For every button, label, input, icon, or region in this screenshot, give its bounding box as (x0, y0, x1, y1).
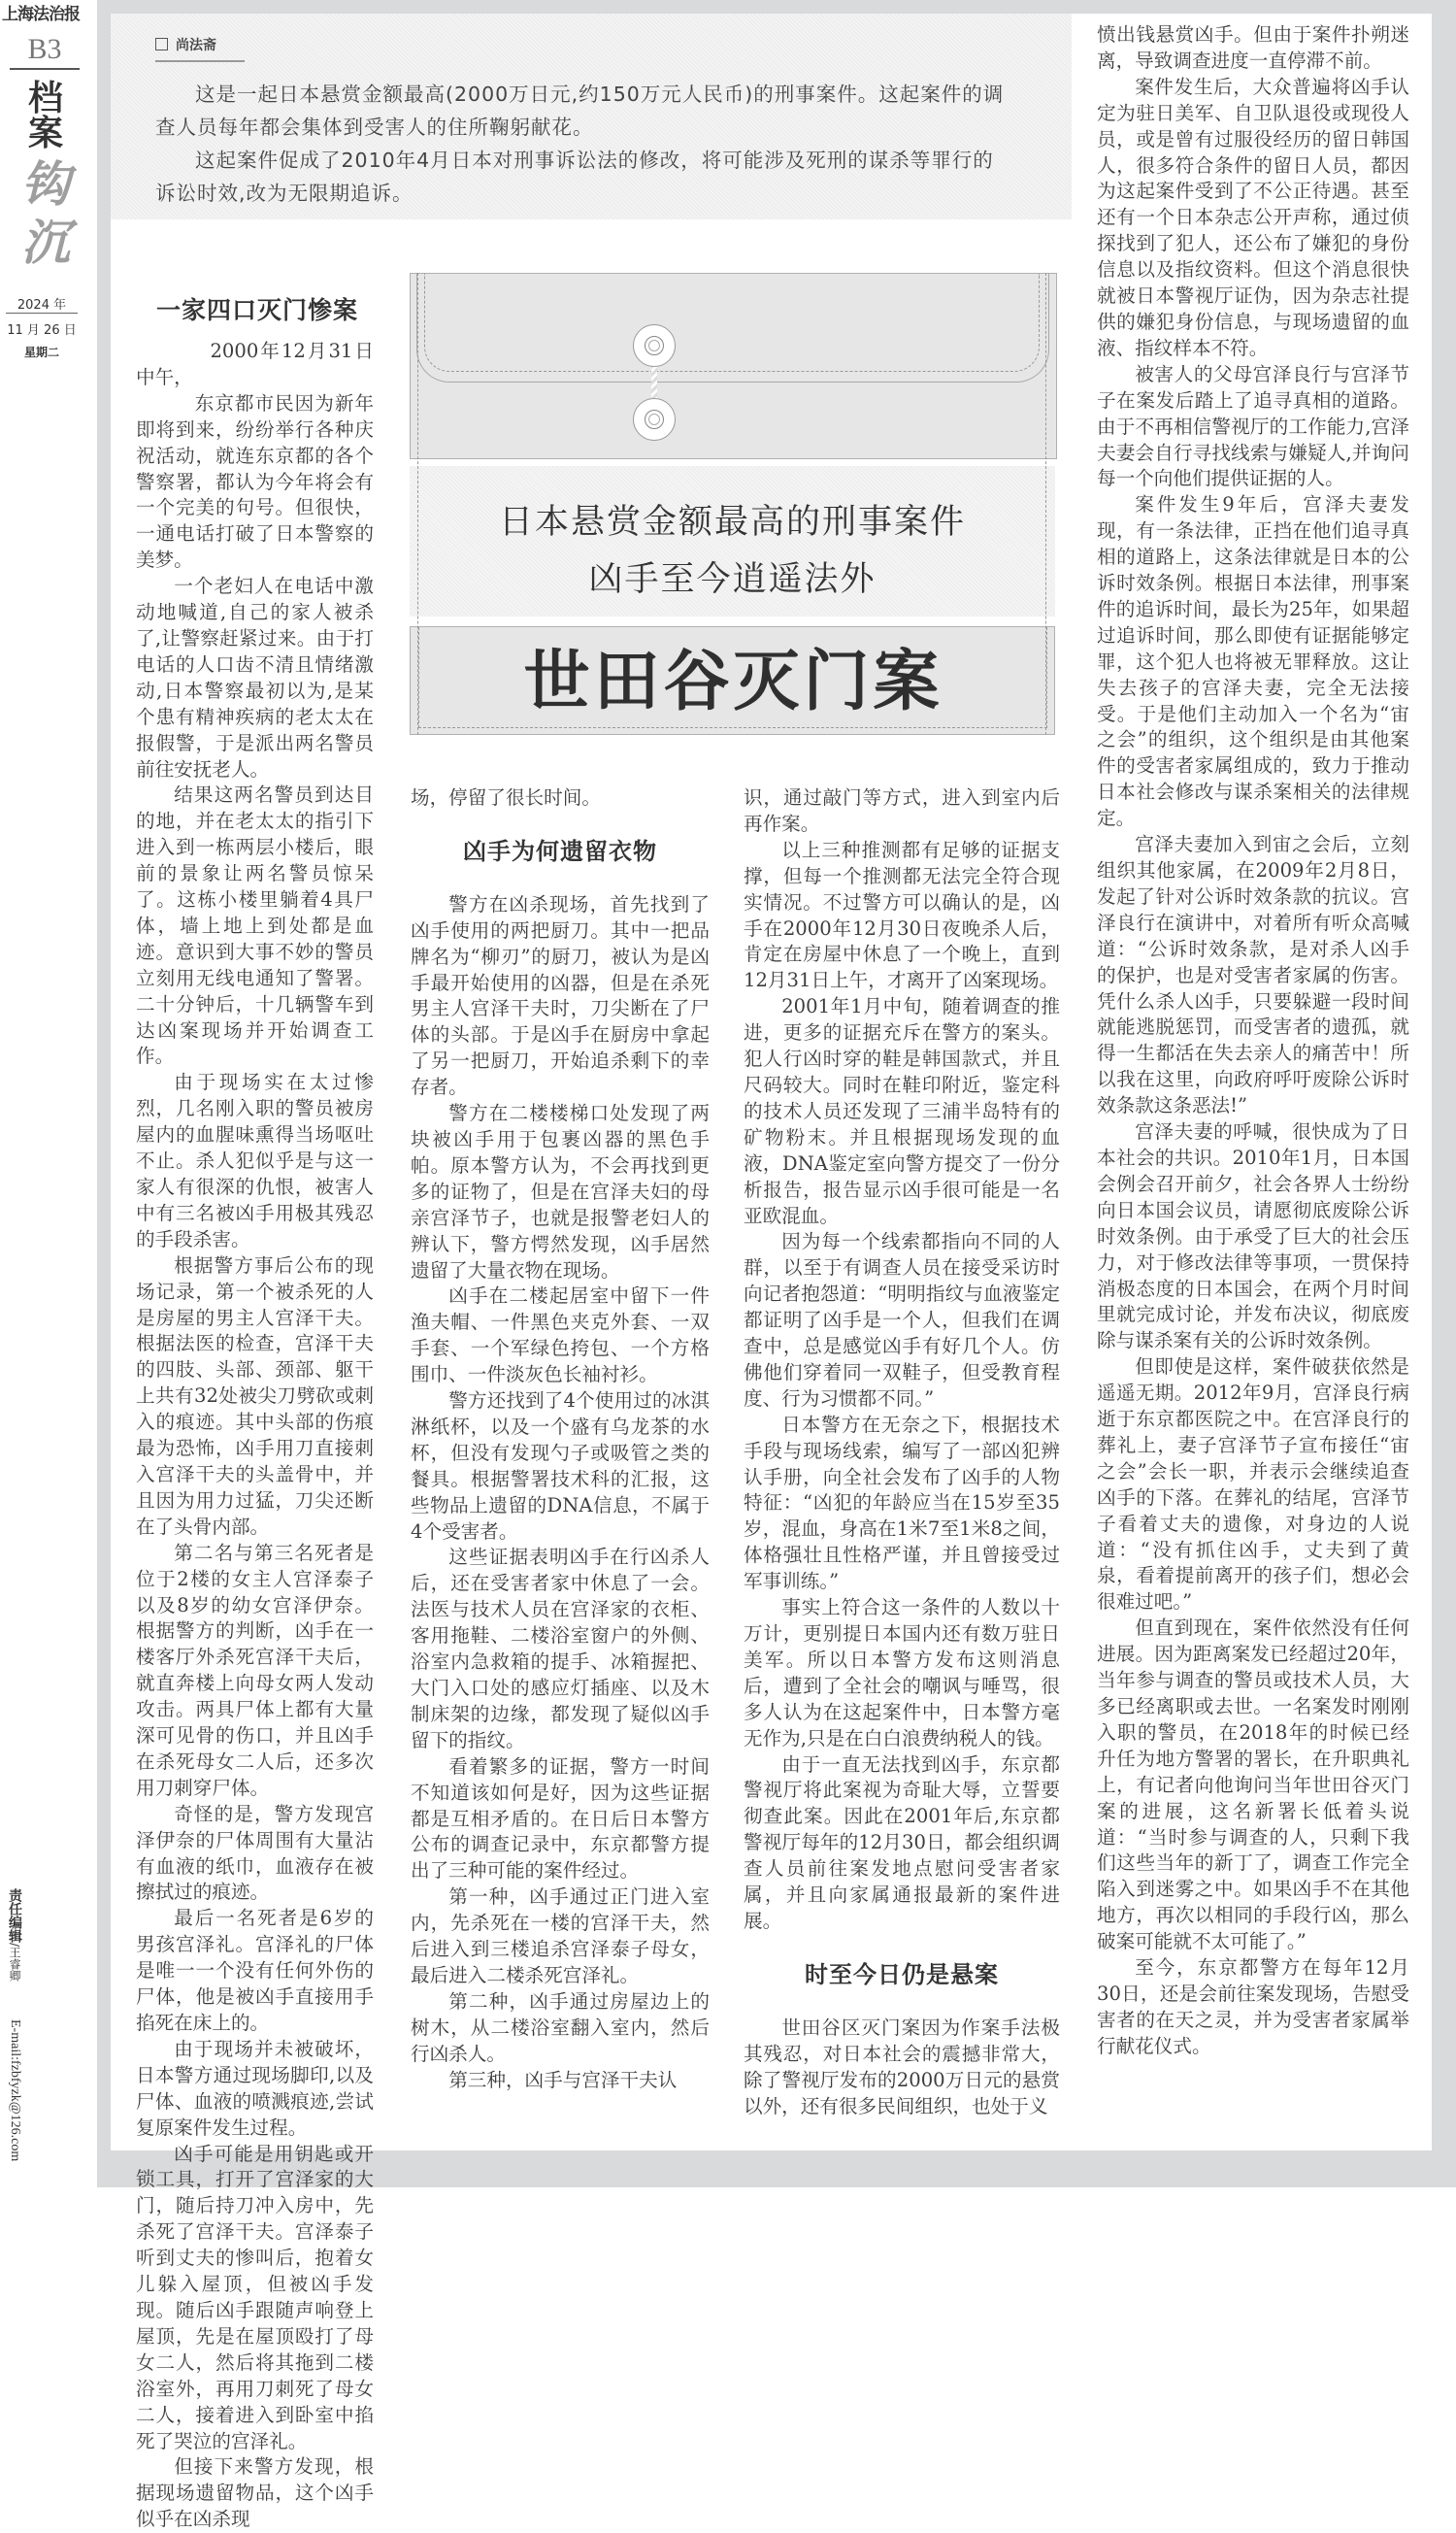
column-tag-label: 尚法斋 (176, 38, 216, 53)
date-day: 11 月 26 日 (7, 323, 77, 338)
paragraph: 但接下来警方发现，根据现场遗留物品，这个凶手似乎在凶杀现 (136, 2455, 374, 2531)
headline-graphic (410, 273, 1056, 735)
paragraph: 凶手在二楼起居室中留下一件渔夫帽、一件黑色夹克外套、一双手套、一个军绿色挎包、一个方格围巾、一件淡灰色长袖衬衫。 (411, 1284, 710, 1386)
checkbox-square-icon (155, 38, 168, 50)
paragraph: 宫泽夫妻的呼喊，很快成为了日本社会的共识。2010年1月，日本国会例会召开前夕，社会各界人士纷纷向日本国会议员，请愿彻底废除公诉时效条例。由于承受了巨大的社会压力，对于修改法律等事项，一贯保持消极态度的日本国会，在两个月时间里就完成讨论，并发布决议，彻底废除与谋杀案有关的公诉时效条例。 (1097, 1120, 1409, 1352)
paragraph: 2000年12月31日中午， (136, 340, 374, 388)
editor-name: /王睿卿 (8, 1943, 21, 1983)
deck-line-2: 凶手至今逍遥法外 (588, 560, 877, 599)
envelope-stitch-left (417, 273, 418, 735)
paragraph: 但直到现在，案件依然没有任何进展。因为距离案发已经超过20年，当年参与调查的警员或技术人员，大多已经离职或去世。一名案发时刚刚入职的警员，在2018年的时候已经升任为地方警署的署长，在升职典礼上，有记者向他询问当年世田谷灭门案的进展，这名新署长低着头说道：“当时参与调查的人，只剩下我们这些当年的新丁了，调查工作完全陷入到迷雾之中。如果凶手不在其他地方，再次以相同的手段行凶，那么破案可能就不太可能了。” (1097, 1616, 1409, 1953)
paragraph: 由于现场并未被破坏，日本警方通过现场脚印,以及尸体、血液的喷溅痕迹,尝试复原案件发生过程。 (136, 2037, 374, 2139)
paragraph: 事实上符合这一条件的人数以十万计，更别提日本国内还有数万驻日美军。所以日本警方发布这则消息后，遭到了全社会的嘲讽与唾骂，很多人认为在这起案件中，日本警方毫无作为,只是在白白浪费纳税人的钱。 (744, 1596, 1060, 1750)
paragraph: 这些证据表明凶手在行凶杀人后，还在受害者家中休息了一会。法医与技术人员在宫泽家的衣柜、客用拖鞋、二楼浴室窗户的外侧、浴室内急救箱的提手、冰箱握把、大门入口处的感应灯插座、以及木制床架的边缘，都发现了疑似凶手留下的指纹。 (411, 1546, 710, 1751)
newspaper-logo: 上海法治报 (2, 5, 80, 24)
paragraph: 第二名与第三名死者是位于2楼的女主人宫泽泰子以及8岁的幼女宫泽伊奈。根据警方的判断，凶手在一楼客厅外杀死宫泽干夫后，就直奔楼上向母女两人发动攻击。两具尸体上都有大量深可见骨的伤口，并且凶手在杀死母女二人后，还多次用刀刺穿尸体。 (136, 1541, 374, 1799)
intro-paragraph: 这是一起日本悬赏金额最高(2000万日元,约150万元人民币)的刑事案件。这起案件的调查人员每年都会集体到受害人的住所鞠躬献花。 (155, 83, 1005, 139)
paragraph-continued: 愤出钱悬赏凶手。但由于案件扑朔迷离，导致调查进度一直停滞不前。 (1097, 23, 1409, 72)
paragraph-continued: 识，通过敲门等方式，进入到室内后再作案。 (744, 786, 1060, 835)
paragraph: 宫泽夫妻加入到宙之会后，立刻组织其他家属，在2009年2月8日，发起了针对公诉时效条款的抗议。宫泽良行在演讲中，对着所有听众高喊道：“公诉时效条款，是对杀人凶手的保护，也是对受害者家属的伤害。凭什么杀人凶手，只要躲避一段时间就能逃脱惩罚，而受害者的遗孤，就得一生都活在失去亲人的痛苦中！所以我在这里，向政府呼吁废除公诉时效条款这条恶法!” (1097, 833, 1409, 1117)
paragraph: 但即使是这样，案件破获依然是遥遥无期。2012年9月，宫泽良行病逝于东京都医院之中。在宫泽良行的葬礼上，妻子宫泽节子宣布接任“宙之会”会长一职，并表示会继续追查凶手的下落。在葬礼的结尾，宫泽节子看着丈夫的遗像，对身边的人说道：“没有抓住凶手，丈夫到了黄泉，看着提前离开的孩子们，想必会很难过吧。” (1097, 1355, 1409, 1614)
article-column-2 (411, 785, 710, 2094)
paragraph: 案件发生后，大众普遍将凶手认定为驻日美军、自卫队退役或现役人员，或是曾有过服役经历的留日韩国人，很多符合条件的留日人员，都因为这起案件受到了不公正待遇。甚至还有一个日本杂志公开声称，通过侦探找到了犯人，还公布了嫌犯的身份信息以及指纹资料。但这个消息很快就被日本警视厅证伪，因为杂志社提供的嫌犯身份信息，与现场遗留的血液、指纹样本不符。 (1097, 75, 1409, 359)
editor-email: E-mail:fzbfyzk@126.com (8, 2019, 22, 2162)
paragraph: 根据警方事后公布的现场记录，第一个被杀死的人是房屋的男主人宫泽干夫。根据法医的检查，宫泽干夫的四肢、头部、颈部、躯干上共有32处被尖刀劈砍或刺入的痕迹。其中头部的伤痕最为恐怖，凶手用刀直接刺入宫泽干夫的头盖骨中，并且因为用力过猛，刀尖还断在了头骨内部。 (136, 1253, 374, 1538)
section-title-line1 (21, 79, 70, 153)
page-number: B3 (10, 33, 80, 70)
date-year: 2024 年 (6, 294, 78, 314)
section-title-line2 (14, 155, 78, 272)
page-frame-right (1432, 0, 1456, 2187)
grommet-icon (633, 324, 676, 367)
subheading: 凶手为何遗留衣物 (463, 837, 657, 865)
section-title-text: 档案 (28, 79, 64, 153)
paragraph-continued: 场，停留了很长时间。 (411, 786, 601, 809)
paragraph: 2001年1月中旬，随着调查的推进，更多的证据充斥在警方的案头。犯人行凶时穿的鞋是韩国款式，并且尺码较大。同时在鞋印附近，鉴定科的技术人员还发现了三浦半岛特有的矿物粉末。并且根据现场发现的血液，DNA鉴定室向警方提交了一份分析报告，报告显示凶手很可能是一名亚欧混血。 (744, 995, 1060, 1227)
paragraph: 第二种，凶手通过房屋边上的树木，从二楼浴室翻入室内，然后行凶杀人。 (411, 1989, 710, 2065)
subheading: 时至今日仍是悬案 (805, 1960, 999, 1988)
editor-label: 责任编辑 (7, 1888, 22, 1943)
paragraph: 被害人的父母宫泽良行与宫泽节子在案发后踏上了追寻真相的道路。由于不再相信警视厅的工作能力,宫泽夫妻会自行寻找线索与嫌疑人,并询问每一个向他们提供证据的人。 (1097, 362, 1409, 490)
headline-title: 世田谷灭门案 (523, 643, 943, 720)
paragraph: 凶手可能是用钥匙或开锁工具，打开了宫泽家的大门，随后持刀冲入房中，先杀死了宫泽干夫。宫泽泰子听到丈夫的惨叫后，抱着女儿躲入屋顶，但被凶手发现。随后凶手跟随声响登上屋顶，先是在屋顶殴打了母女二人，然后将其拖到二楼浴室外，再用刀刺死了母女二人，接着进入到卧室中掐死了哭泣的宫泽礼。 (136, 2142, 374, 2452)
article-column-3 (744, 785, 1060, 2119)
paragraph: 奇怪的是，警方发现宫泽伊奈的尸体周围有大量沾有血液的纸巾，血液存在被擦拭过的痕迹。 (136, 1802, 374, 1904)
paragraph: 因为每一个线索都指向不同的人群，以至于有调查人员在接受采访时向记者抱怨道：“明明指纹与血液鉴定都证明了凶手是一个人，但我们在调查中，总是感觉凶手有好几个人。仿佛他们穿着同一双鞋子，但受教育程度、行为习惯都不同。” (744, 1230, 1060, 1410)
paragraph: 日本警方在无奈之下，根据技术手段与现场线索，编写了一部凶犯辨认手册，向全社会发布了凶手的人物特征：“凶犯的年龄应当在15岁至35岁，混血，身高在1米7至1米8之间，体格强壮且性格严谨，并且曾接受过军事训练。” (744, 1413, 1060, 1593)
paragraph: 警方在凶杀现场，首先找到了凶手使用的两把厨刀。其中一把品牌名为“柳刃”的厨刀，被认为是凶手最开始使用的凶器，但是在杀死男主人宫泽干夫时，刀尖断在了尸体的头部。于是凶手在厨房中拿起了另一把厨刀，开始追杀剩下的幸存者。 (411, 892, 710, 1099)
grommet-icon (633, 398, 676, 441)
editor-credit (2, 1888, 27, 1982)
paragraph: 由于现场实在太过惨烈，几名刚入职的警员被房屋内的血腥味熏得当场呕吐不止。杀人犯似乎是与这一家人有很深的仇恨，被害人中有三名被凶手用极其残忍的手段杀害。 (136, 1071, 374, 1250)
subheading: 一家四口灭门惨案 (155, 296, 358, 324)
paragraph: 案件发生9年后，宫泽夫妻发现，有一条法律，正挡在他们追寻真相的道路上，这条法律就是日本的公诉时效条例。根据日本法律，刑事案件的追诉时间，最长为25年，如果超过追诉时间，那么即使有证据能够定罪，这个犯人也将被无罪释放。这让失去孩子的宫泽夫妻，完全无法接受。于是他们主动加入一个名为“宙之会”的组织，这个组织是由其他案件的受害者家属组成的，致力于推动日本社会修改与谋杀案相关的法律规定。 (1097, 493, 1409, 830)
envelope-illustration (410, 273, 1057, 459)
paragraph: 警方在二楼楼梯口处发现了两块被凶手用于包裹凶器的黑色手帕。原本警方认为，不会再找到更多的证物了，但是在宫泽夫妇的母亲宫泽节子，也就是报警老妇人的辨认下，警方愕然发现，凶手居然遗留了大量衣物在现场。 (411, 1102, 710, 1282)
paragraph: 结果这两名警员到达目的地，并在老太太的指引下进入到一栋两层小楼后，眼前的景象让两名警员惊呆了。这栋小楼里躺着4具尸体，墙上地上到处都是血迹。意识到大事不妙的警员立刻用无线电通知了警署。二十分钟后，十几辆警车到达凶案现场并开始调查工作。 (136, 783, 374, 1068)
paragraph: 第三种，凶手与宫泽干夫认 (448, 2068, 678, 2091)
page-frame-left (97, 0, 111, 2187)
headline-title-box (410, 626, 1055, 735)
section-title-text-2: 钩沉 (21, 155, 70, 271)
paragraph: 第一种，凶手通过正门进入室内，先杀死在一楼的宫泽干夫，然后进入到三楼追杀宫泽泰子母女，最后进入二楼杀死宫泽礼。 (411, 1885, 710, 1986)
deck-line-1: 日本悬赏金额最高的刑事案件 (498, 503, 966, 542)
paragraph: 警方还找到了4个使用过的冰淇淋纸杯，以及一个盛有乌龙茶的水杯，但没有发现勺子或吸管之类的餐具。根据警署技术科的汇报，这些物品上遗留的DNA信息，不属于4个受害者。 (411, 1389, 710, 1543)
headline-deck (410, 466, 1055, 617)
paragraph: 东京都市民因为新年即将到来，纷纷举行各种庆祝活动，就连东京都的各个警察署，都认为今年将会有一个完美的句号。但很快，一通电话打破了日本警察的美梦。 (136, 391, 374, 572)
date-weekday: 星期二 (23, 346, 59, 359)
paragraph: 一个老妇人在电话中激动地喊道,自己的家人被杀了,让警察赶紧过来。由于打电话的人口齿不清且情绪激动,日本警察最初以为,是某个患有精神疾病的老太太在报假警，于是派出两名警员前往安抚老人。 (136, 575, 374, 781)
envelope-stitch-right (1045, 273, 1046, 735)
paragraph: 至今，东京都警方在每年12月30日，还是会前往案发现场，告慰受害者的在天之灵，并为受害者家属举行献花仪式。 (1097, 1956, 1409, 2057)
article-column-4 (1097, 22, 1409, 2060)
paragraph: 由于一直无法找到凶手，东京都警视厅将此案视为奇耻大辱，立誓要彻查此案。因此在2001年后,东京都警视厅每年的12月30日，都会组织调查人员前往案发地点慰问受害者家属，并且向家属通报最新的案件进展。 (744, 1752, 1060, 1932)
paragraph: 最后一名死者是6岁的男孩宫泽礼。宫泽礼的尸体是唯一一个没有任何外伤的尸体，他是被凶手直接用手掐死在床上的。 (136, 1907, 374, 2034)
envelope-flap-stitch (424, 274, 1040, 372)
article-column-1 (136, 339, 374, 2533)
paragraph: 以上三种推测都有足够的证据支撑，但每一个推测都无法完全符合现实情况。不过警方可以确认的是，凶手在2000年12月30日夜晚杀人后，肯定在房屋中休息了一个晚上，直到12月31日上午，才离开了凶案现场。 (744, 838, 1060, 992)
paragraph: 世田谷区灭门案因为作案手法极其残忍，对日本社会的震撼非常大，除了警视厅发布的2000万日元的悬赏以外，还有很多民间组织，也处于义 (744, 2016, 1060, 2117)
envelope-string (651, 365, 657, 400)
intro-paragraph: 这起案件促成了2010年4月日本对刑事诉讼法的修改，将可能涉及死刑的谋杀等罪行的诉讼时效,改为无限期追诉。 (155, 149, 994, 205)
paragraph: 看着繁多的证据，警方一时间不知道该如何是好，因为这些证据都是互相矛盾的。在日后日本警方公布的调查记录中，东京都警方提出了三种可能的案件经过。 (411, 1754, 710, 1883)
intro-text (155, 78, 1009, 210)
page-frame-top (97, 0, 1456, 14)
column-tag (155, 35, 245, 62)
